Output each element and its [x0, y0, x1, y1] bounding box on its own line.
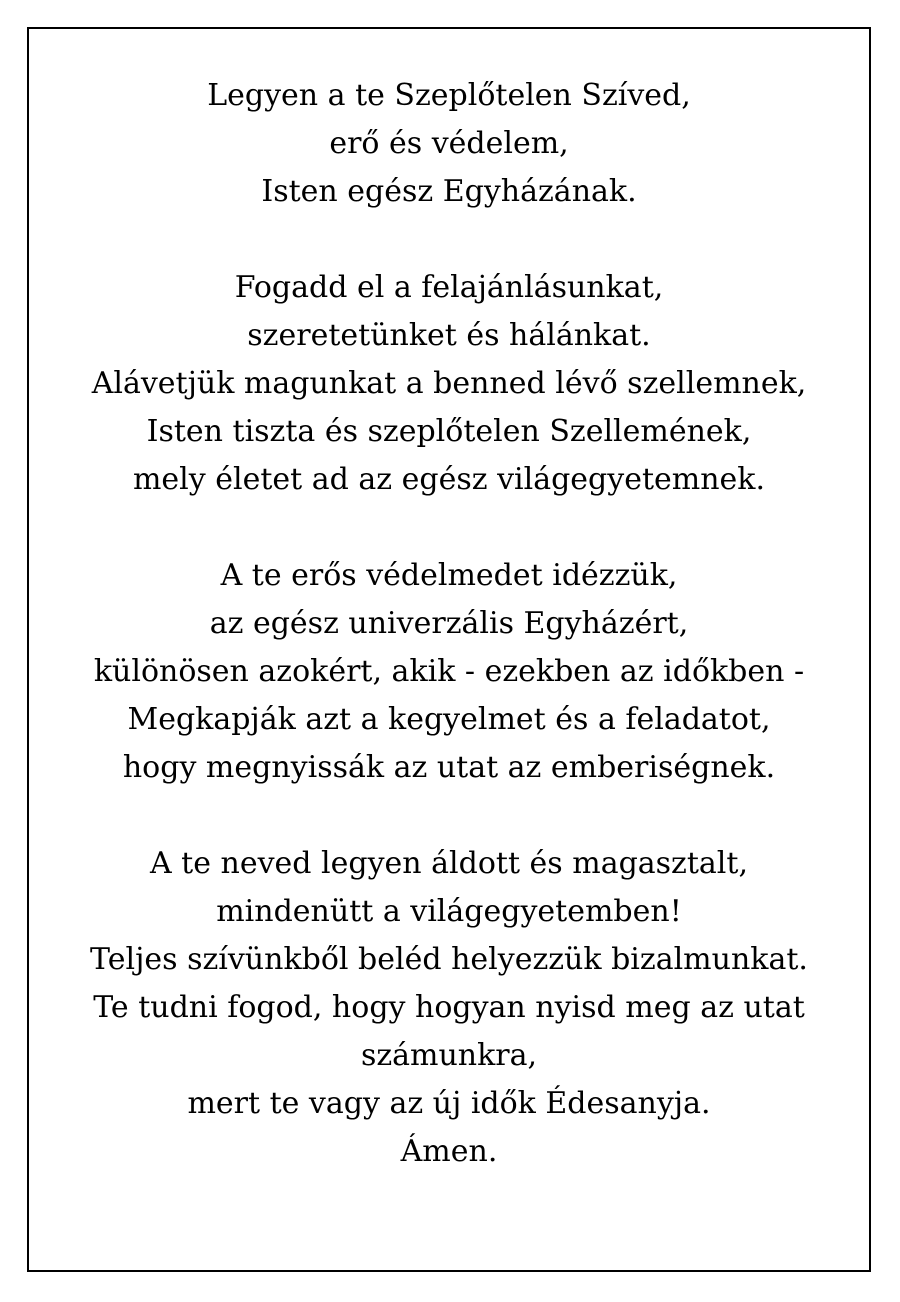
poem-line: Fogadd el a felajánlásunkat,: [234, 270, 664, 305]
poem-line: A te erős védelmedet idézzük,: [220, 558, 678, 593]
stanza-2: [27, 264, 871, 504]
poem-line: Isten tiszta és szeplőtelen Szellemének,: [146, 414, 752, 449]
poem-line: Ámen.: [400, 1134, 498, 1169]
stanza-3: [27, 552, 871, 792]
poem-line: Te tudni fogod, hogy hogyan nyisd meg az utat: [93, 990, 805, 1025]
poem-line: Legyen a te Szeplőtelen Szíved,: [207, 78, 691, 113]
poem-line: szeretetünket és hálánkat.: [247, 318, 651, 353]
poem-line: számunkra,: [360, 1038, 538, 1073]
poem-line: mindenütt a világegyetemben!: [216, 894, 682, 929]
stanza-1: [27, 72, 871, 216]
stanza-4: [27, 840, 871, 1176]
poem-line: mely életet ad az egész világegyetemnek.: [132, 462, 766, 497]
poem-line: különösen azokért, akik - ezekben az időkben -: [93, 654, 805, 689]
poem-line: hogy megnyissák az utat az emberiségnek.: [122, 750, 776, 785]
poem-line: Megkapják azt a kegyelmet és a feladatot,: [127, 702, 771, 737]
poem-line: erő és védelem,: [329, 126, 569, 161]
poem-line: Teljes szívünkből beléd helyezzük bizalmunkat.: [90, 942, 808, 977]
poem-line: az egész univerzális Egyházért,: [209, 606, 689, 641]
poem-line: Alávetjük magunkat a benned lévő szellemnek,: [91, 366, 807, 401]
poem-line: A te neved legyen áldott és magasztalt,: [149, 846, 748, 881]
poem-line: Isten egész Egyházának.: [261, 174, 637, 209]
prayer-text: [27, 72, 871, 1176]
poem-line: mert te vagy az új idők Édesanyja.: [187, 1086, 711, 1121]
